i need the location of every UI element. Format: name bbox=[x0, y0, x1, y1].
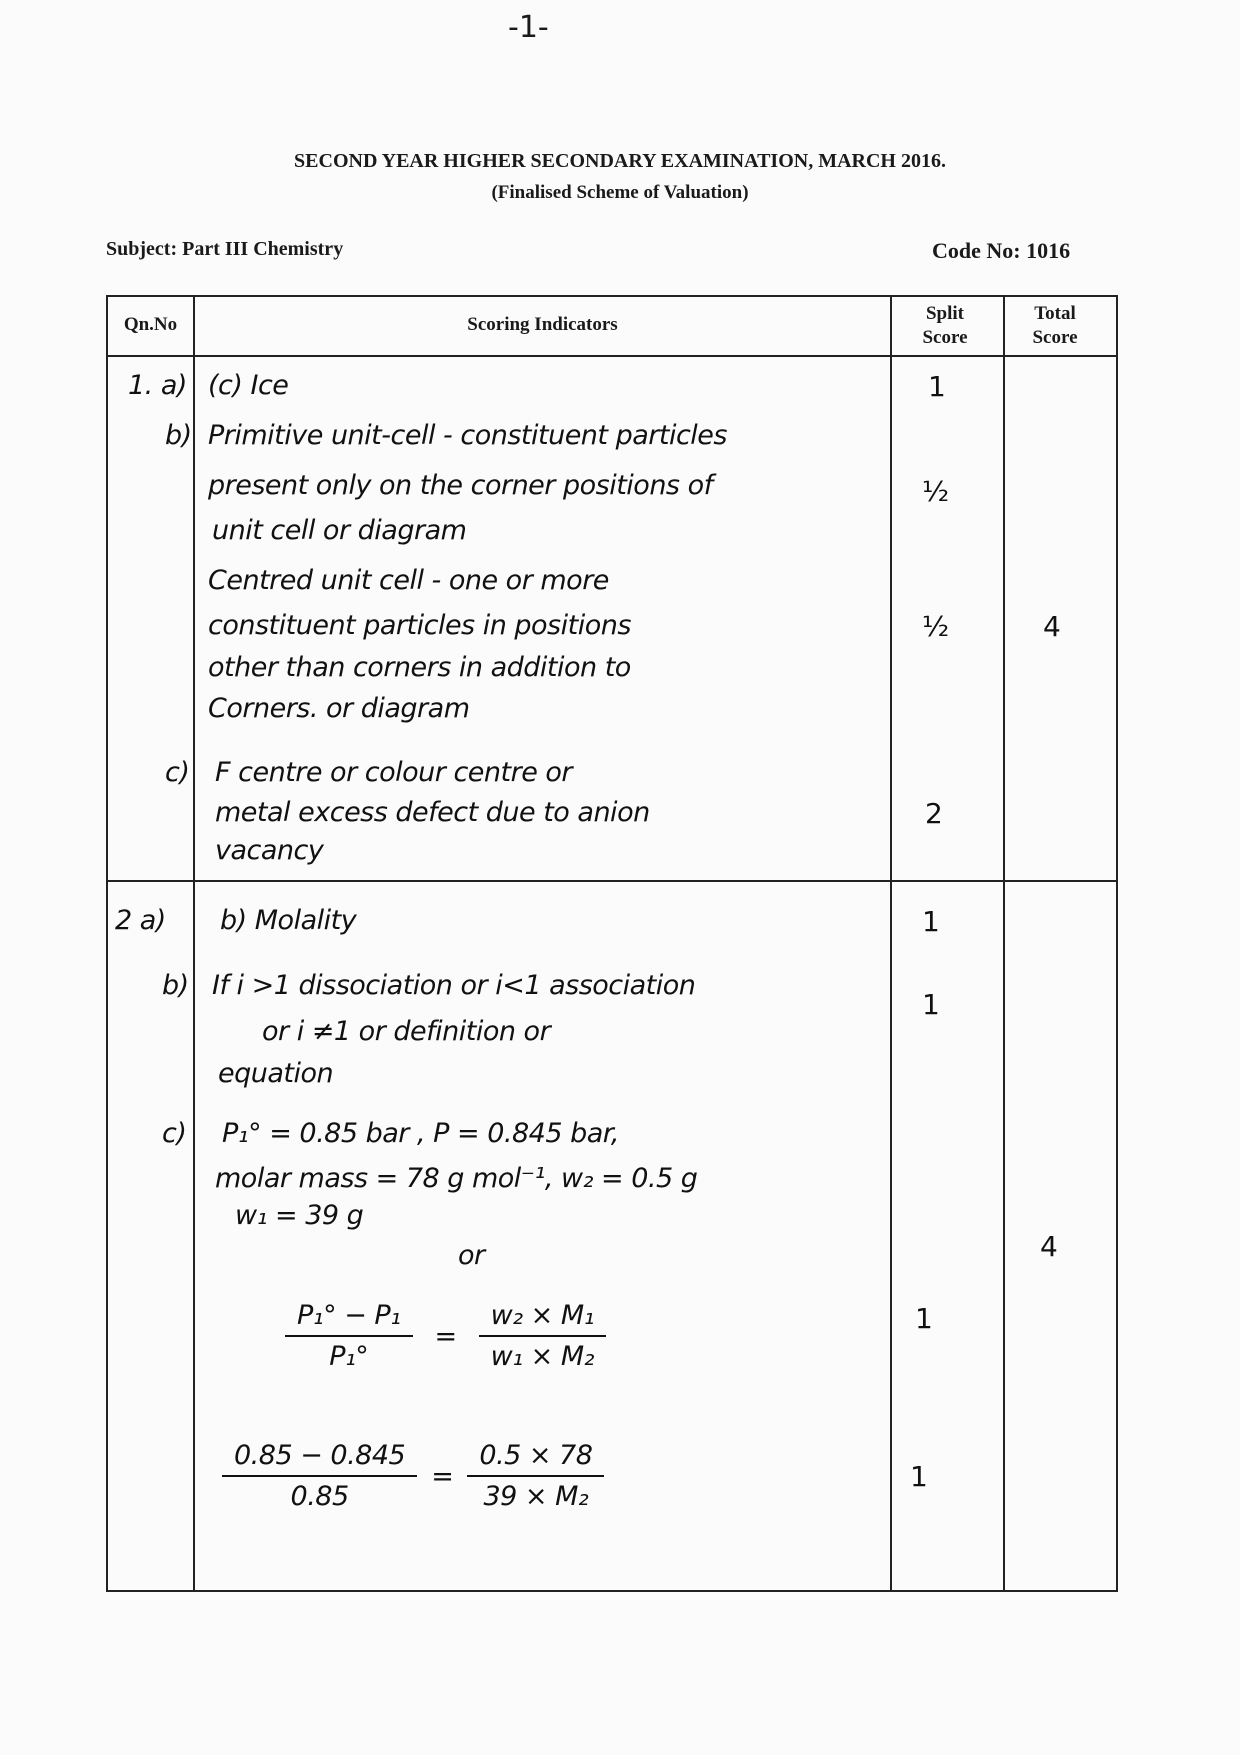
q1c-line: F centre or colour centre or bbox=[215, 757, 573, 788]
q2b-line: or i ≠1 or definition or bbox=[262, 1016, 551, 1047]
eq2-rhs-numerator: 0.5 × 78 bbox=[467, 1440, 604, 1477]
header-bottom-border bbox=[106, 355, 1118, 357]
eq2-rhs-denominator: 39 × M₂ bbox=[483, 1481, 589, 1512]
q1b-line: Primitive unit-cell - constituent particles bbox=[208, 420, 727, 451]
document-title: SECOND YEAR HIGHER SECONDARY EXAMINATION, MARCH 2016. bbox=[294, 150, 946, 172]
header-indicators: Scoring Indicators bbox=[467, 314, 618, 335]
equation-1 bbox=[285, 1300, 606, 1372]
q2-total-score: 4 bbox=[1040, 1230, 1058, 1263]
q1b-line: Centred unit cell - one or more bbox=[208, 565, 609, 596]
q1-total-score: 4 bbox=[1043, 610, 1061, 643]
table-bottom-border bbox=[106, 1590, 1116, 1592]
col-border-qn bbox=[193, 295, 195, 1592]
q2b-score: 1 bbox=[922, 988, 940, 1021]
subject-label: Subject: Part III Chemistry bbox=[106, 238, 344, 260]
q1b-score-2: ½ bbox=[922, 610, 950, 643]
eq2-rhs bbox=[467, 1440, 604, 1512]
table-top-border bbox=[106, 295, 1118, 297]
q1c-line: vacancy bbox=[215, 835, 324, 866]
document-subtitle: (Finalised Scheme of Valuation) bbox=[491, 182, 749, 203]
q2c-label: c) bbox=[162, 1118, 187, 1149]
eq1-rhs bbox=[479, 1300, 606, 1372]
eq1-lhs-denominator: P₁° bbox=[329, 1341, 369, 1372]
q1c-line: metal excess defect due to anion bbox=[215, 797, 650, 828]
q2a-answer: b) Molality bbox=[220, 905, 357, 936]
eq1-rhs-numerator: w₂ × M₁ bbox=[479, 1300, 606, 1337]
eq2-lhs bbox=[222, 1440, 417, 1512]
q2c-or: or bbox=[458, 1240, 485, 1271]
equation-2 bbox=[222, 1440, 604, 1512]
q1b-line: other than corners in addition to bbox=[208, 652, 631, 683]
eq2-equals: = bbox=[431, 1460, 454, 1492]
q1b-label: b) bbox=[165, 420, 192, 451]
q1a-label: 1. a) bbox=[128, 370, 187, 401]
q1a-answer: (c) Ice bbox=[208, 370, 289, 401]
eq2-lhs-numerator: 0.85 − 0.845 bbox=[222, 1440, 417, 1477]
eq2-lhs-denominator: 0.85 bbox=[290, 1481, 349, 1512]
q2b-line: If i >1 dissociation or i<1 association bbox=[212, 970, 696, 1001]
eq1-lhs bbox=[285, 1300, 413, 1372]
q2c-line: w₁ = 39 g bbox=[235, 1200, 364, 1231]
col-border-total bbox=[1003, 295, 1005, 1592]
q1b-line: unit cell or diagram bbox=[212, 515, 467, 546]
eq1-lhs-numerator: P₁° − P₁ bbox=[285, 1300, 413, 1337]
col-border-right bbox=[1116, 295, 1118, 1592]
q1c-label: c) bbox=[165, 757, 190, 788]
q2b-label: b) bbox=[162, 970, 189, 1001]
q1b-score-1: ½ bbox=[922, 475, 950, 508]
header-total: Total Score bbox=[1032, 303, 1078, 348]
header-qn: Qn.No bbox=[123, 314, 178, 335]
q1b-line: constituent particles in positions bbox=[208, 610, 631, 641]
q2a-score: 1 bbox=[922, 905, 940, 938]
q1c-score: 2 bbox=[925, 797, 943, 830]
q2a-label: 2 a) bbox=[115, 905, 166, 936]
header-split: Split Score bbox=[922, 303, 968, 348]
page-number: -1- bbox=[508, 10, 549, 45]
q1b-line: present only on the corner positions of bbox=[208, 470, 713, 501]
eq1-score: 1 bbox=[915, 1302, 933, 1335]
q2c-line: P₁° = 0.85 bar , P = 0.845 bar, bbox=[222, 1118, 619, 1149]
q2c-line: molar mass = 78 g mol⁻¹, w₂ = 0.5 g bbox=[215, 1163, 698, 1194]
code-number: Code No: 1016 bbox=[932, 238, 1071, 263]
q1b-line: Corners. or diagram bbox=[208, 693, 470, 724]
eq1-equals: = bbox=[434, 1320, 457, 1352]
row-divider bbox=[106, 880, 1116, 882]
eq2-score: 1 bbox=[910, 1460, 928, 1493]
q2b-line: equation bbox=[218, 1058, 334, 1089]
q1a-score: 1 bbox=[928, 370, 946, 403]
col-border-split bbox=[890, 295, 892, 1592]
col-border-left bbox=[106, 295, 108, 1592]
eq1-rhs-denominator: w₁ × M₂ bbox=[490, 1341, 594, 1372]
